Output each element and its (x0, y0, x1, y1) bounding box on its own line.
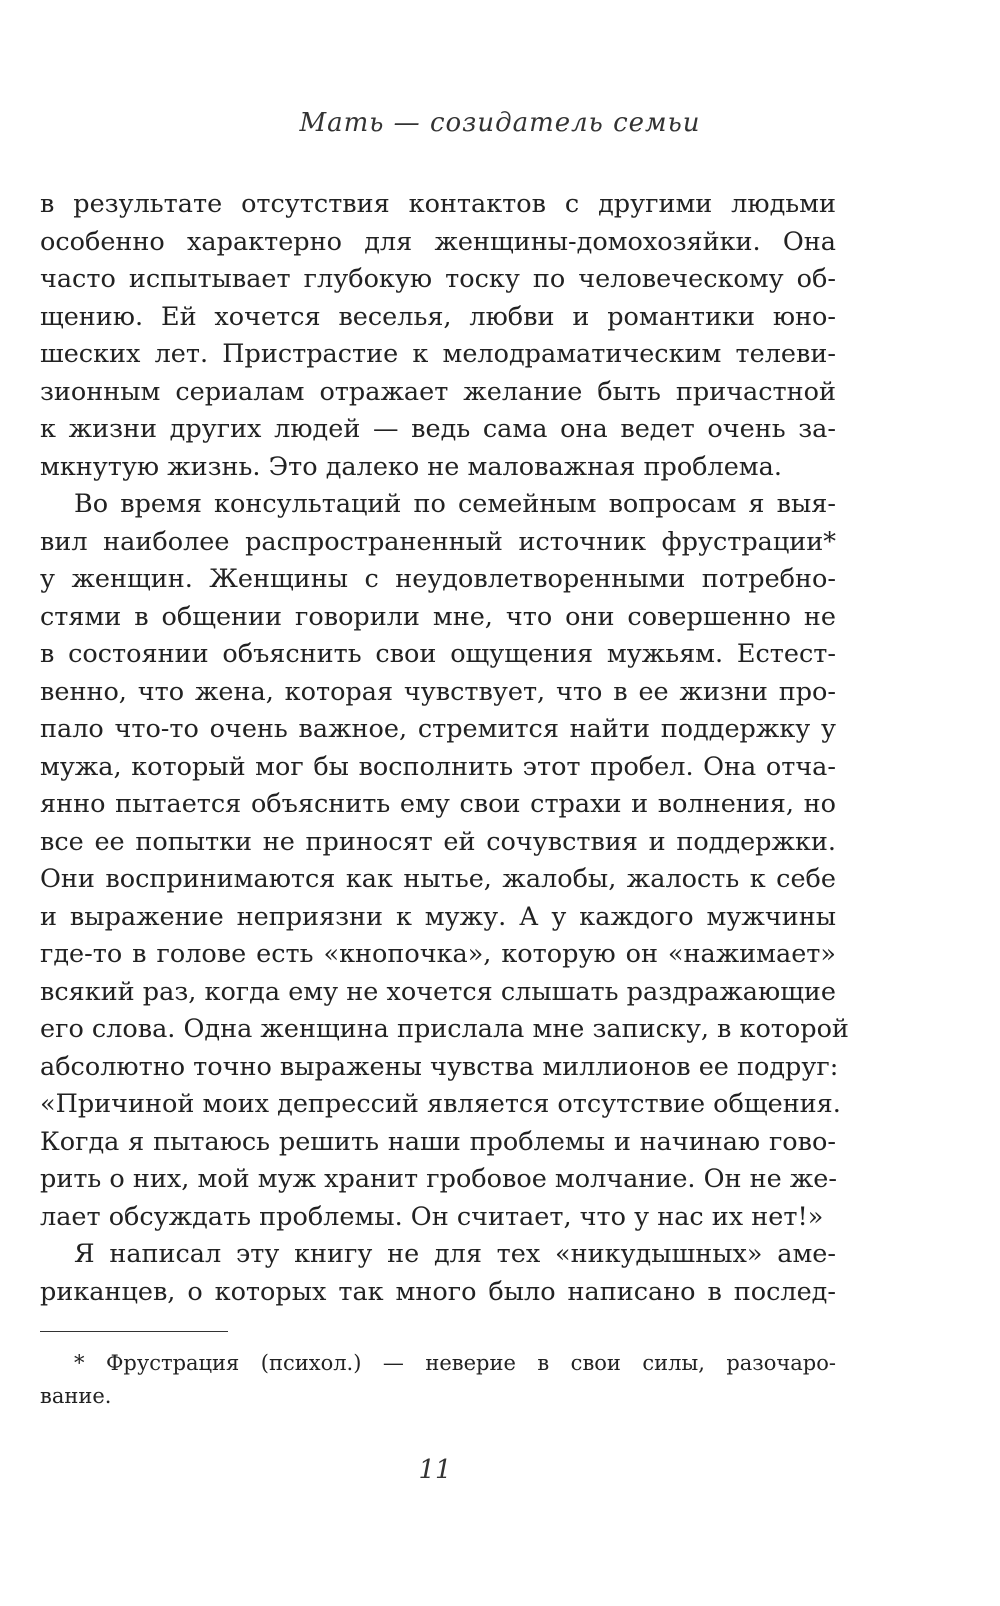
body-text (40, 186, 849, 1311)
footnote (40, 1347, 836, 1413)
text-line: лает обсуждать проблемы. Он считает, что у нас их нет!» (40, 1201, 824, 1232)
text-line: к жизни других людей — ведь сама она ведет очень за- (40, 414, 836, 444)
text-line: вил наиболее распространенный источник фрустрации* (40, 526, 836, 557)
page-number: 11 (418, 1455, 452, 1485)
footnote-line: вание. (40, 1384, 112, 1408)
text-line: Когда я пытаюсь решить наши проблемы и начинаю гово- (40, 1126, 836, 1157)
text-line: Я написал эту книгу не для тех «никудышных» аме- (74, 1239, 836, 1269)
text-line: абсолютно точно выражены чувства миллионов ее подруг: (40, 1051, 839, 1082)
footnote-divider (40, 1331, 228, 1332)
text-line: в результате отсутствия контактов с другими людьми (40, 189, 836, 219)
text-line: все ее попытки не приносят ей сочувствия и поддержки. (40, 826, 836, 857)
text-line: его слова. Одна женщина прислала мне записку, в которой (40, 1014, 849, 1044)
text-line: венно, что жена, которая чувствует, что в ее жизни про- (40, 676, 836, 707)
text-line: «Причиной моих депрессий является отсутствие общения. (40, 1089, 841, 1119)
text-line: где-то в голове есть «кнопочка», которую он «нажимает» (40, 939, 836, 969)
footnote-line: * Фрустрация (психол.) — неверие в свои силы, разочаро- (74, 1351, 836, 1375)
text-line: стями в общении говорили мне, что они совершенно не (40, 601, 836, 632)
text-line: щению. Ей хочется веселья, любви и романтики юно- (40, 301, 836, 332)
text-line: и выражение неприязни к мужу. А у каждого мужчины (40, 901, 836, 932)
text-line: янно пытается объяснить ему свои страхи и волнения, но (40, 789, 836, 819)
text-line: Во время консультаций по семейным вопросам я выя- (74, 489, 836, 519)
running-header: Мать — созидатель семьи (299, 108, 701, 138)
text-line: у женщин. Женщины с неудовлетворенными потребно- (40, 564, 836, 594)
text-line: часто испытывает глубокую тоску по человеческому об- (40, 264, 836, 294)
text-line: пало что-то очень важное, стремится найти поддержку у (40, 714, 836, 744)
text-line: риканцев, о которых так много было написано в послед- (40, 1276, 836, 1307)
text-line: Они воспринимаются как нытье, жалобы, жалость к себе (40, 864, 836, 894)
text-line: особенно характерно для женщины-домохозяйки. Она (40, 226, 836, 257)
text-line: в состоянии объяснить свои ощущения мужьям. Естест- (40, 639, 836, 669)
text-line: зионным сериалам отражает желание быть причастной (40, 376, 836, 407)
text-line: рить о них, мой муж хранит гробовое молчание. Он не же- (40, 1164, 838, 1194)
text-line: шеских лет. Пристрастие к мелодраматическим телеви- (40, 339, 836, 369)
text-line: всякий раз, когда ему не хочется слышать раздражающие (40, 976, 836, 1007)
text-line: мужа, который мог бы восполнить этот пробел. Она отча- (40, 751, 836, 782)
text-line: мкнутую жизнь. Это далеко не маловажная проблема. (40, 451, 782, 482)
